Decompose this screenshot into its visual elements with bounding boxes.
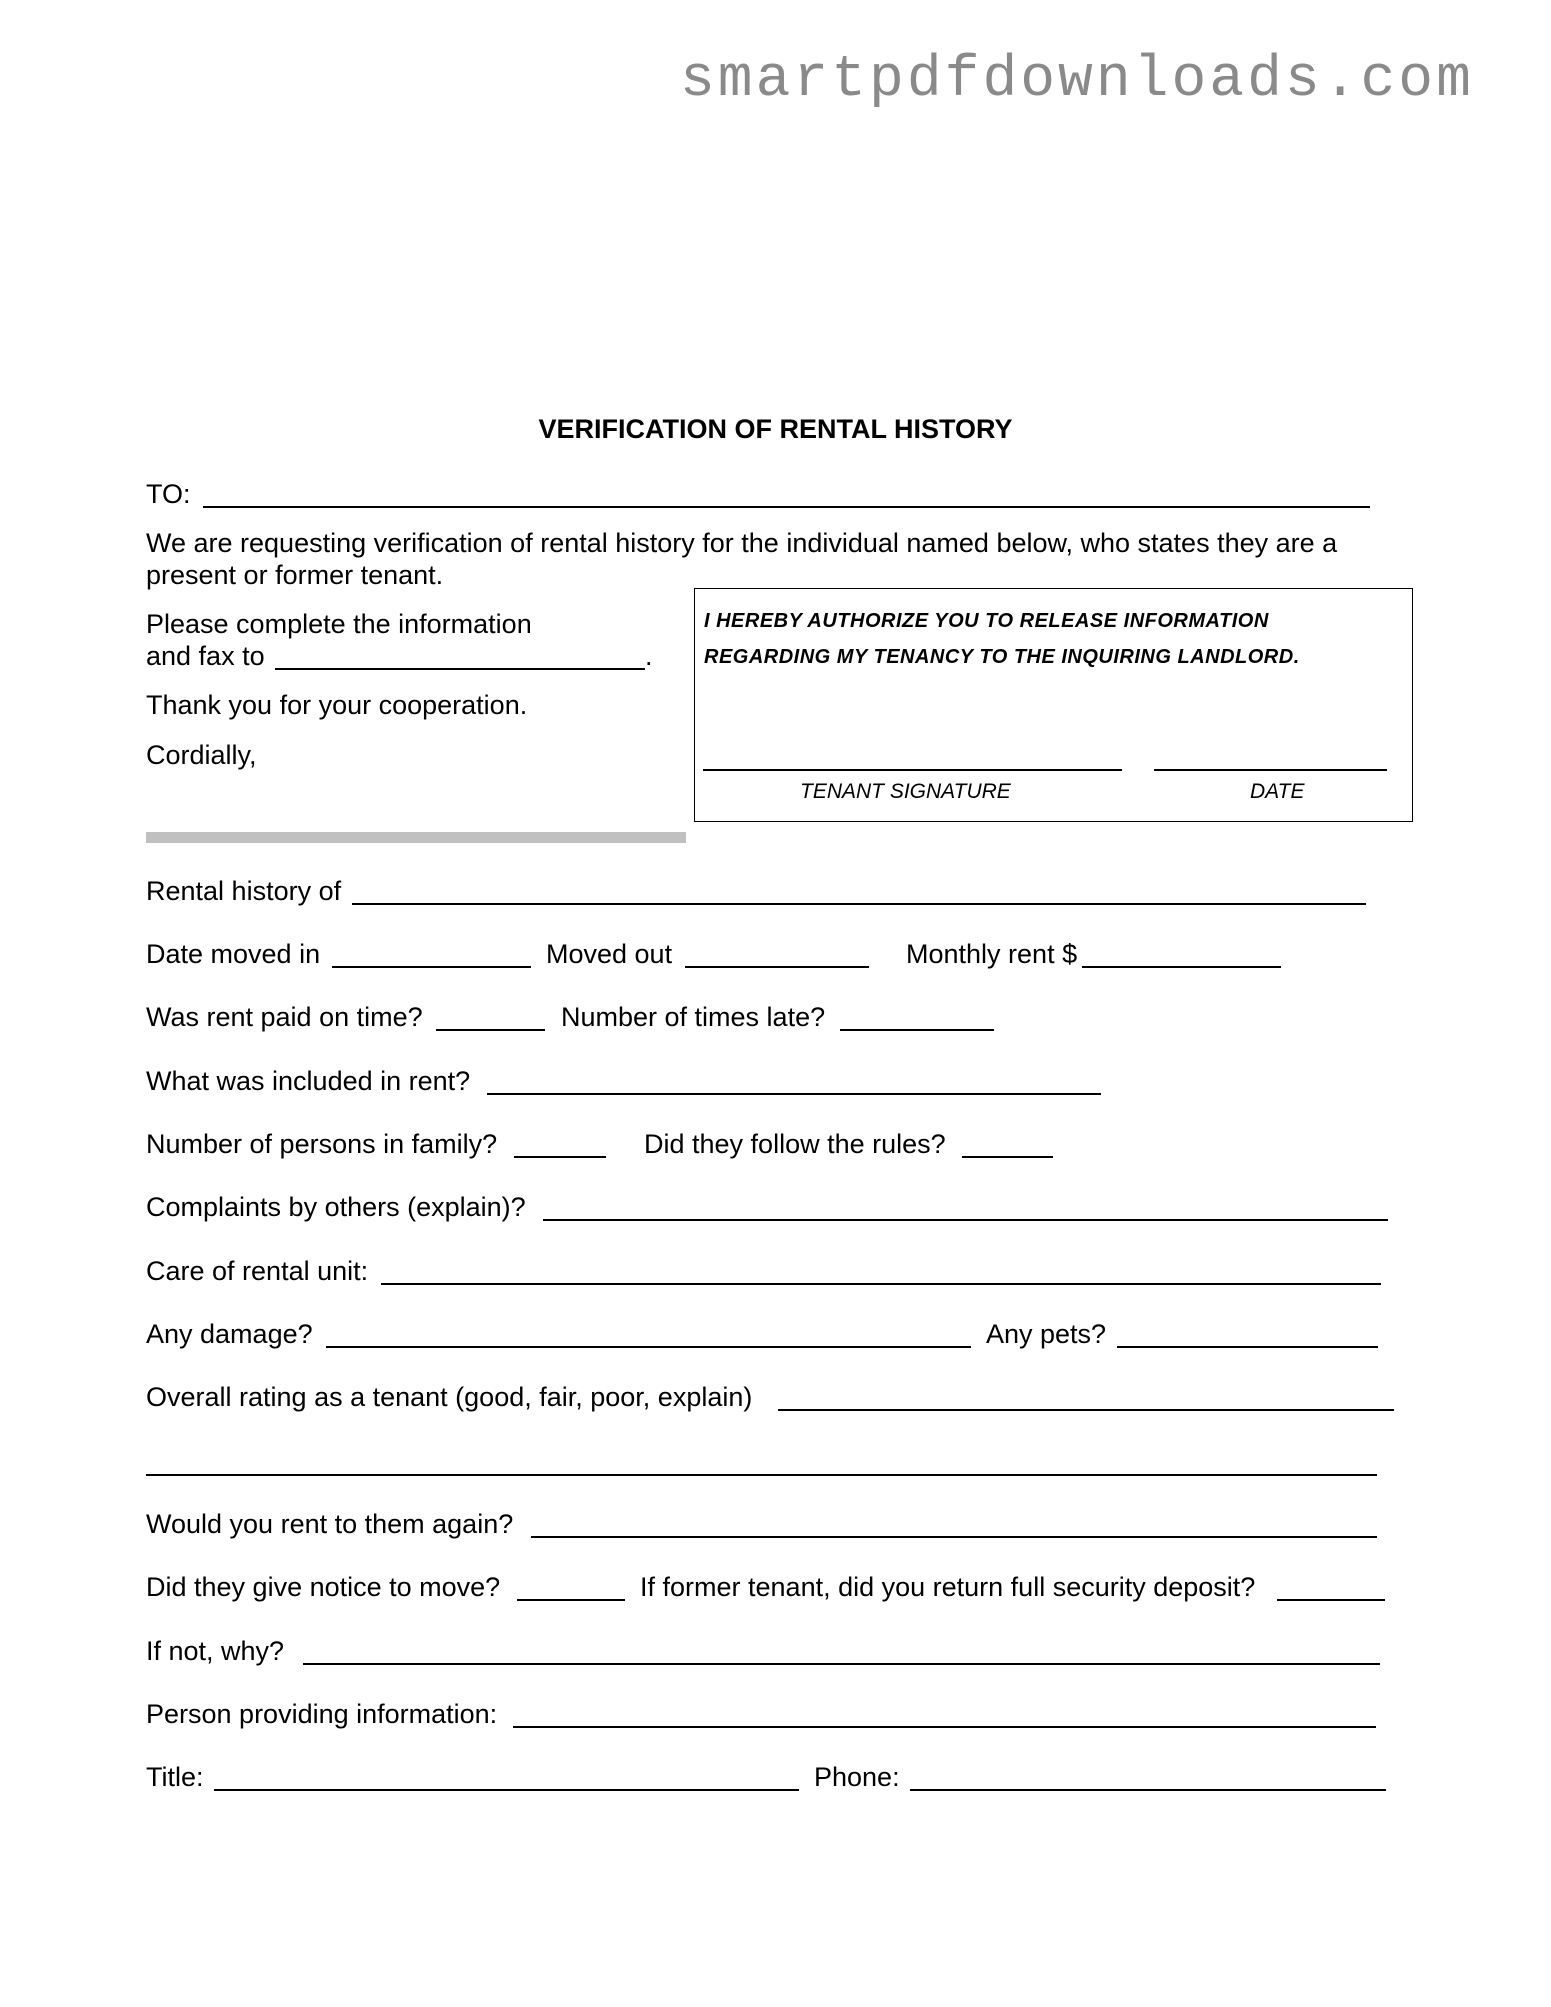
authorization-line-1: I HEREBY AUTHORIZE YOU TO RELEASE INFORMATION xyxy=(704,610,1269,632)
if-not-why-field[interactable] xyxy=(303,1663,1380,1665)
care-of-unit-label: Care of rental unit: xyxy=(146,1256,369,1286)
thanks-text: Thank you for your cooperation. xyxy=(146,690,528,720)
times-late-label: Number of times late? xyxy=(561,1002,826,1032)
date-moved-in-label: Date moved in xyxy=(146,939,321,969)
section-divider xyxy=(146,832,686,843)
authorization-line-2: REGARDING MY TENANCY TO THE INQUIRING LANDLORD. xyxy=(704,646,1300,668)
included-in-rent-field[interactable] xyxy=(487,1093,1101,1095)
monthly-rent-field[interactable] xyxy=(1082,966,1281,968)
moved-out-label: Moved out xyxy=(546,939,673,969)
give-notice-field[interactable] xyxy=(517,1599,625,1601)
intro-line-1: We are requesting verification of rental history for the individual named below, who states they are a xyxy=(146,528,1338,558)
date-caption: DATE xyxy=(1250,780,1305,803)
rental-history-of-label: Rental history of xyxy=(146,876,342,906)
any-damage-label: Any damage? xyxy=(146,1319,313,1349)
monthly-rent-label: Monthly rent $ xyxy=(906,939,1078,969)
rent-on-time-field[interactable] xyxy=(436,1029,545,1031)
fax-period: . xyxy=(645,641,653,671)
person-providing-field[interactable] xyxy=(513,1726,1376,1728)
complaints-label: Complaints by others (explain)? xyxy=(146,1192,526,1222)
fax-to-label: and fax to xyxy=(146,641,265,671)
moved-out-field[interactable] xyxy=(685,966,869,968)
signature-date-field[interactable] xyxy=(1154,769,1387,771)
authorization-text xyxy=(704,603,1300,675)
overall-rating-label: Overall rating as a tenant (good, fair, poor, explain) xyxy=(146,1382,753,1412)
closing-text: Cordially, xyxy=(146,740,257,770)
complaints-field[interactable] xyxy=(543,1219,1388,1221)
to-label: TO: xyxy=(146,479,191,509)
fax-number-field[interactable] xyxy=(275,668,645,670)
to-field[interactable] xyxy=(203,506,1370,508)
tenant-signature-caption: TENANT SIGNATURE xyxy=(800,780,1011,803)
included-in-rent-label: What was included in rent? xyxy=(146,1066,471,1096)
tenant-signature-field[interactable] xyxy=(703,769,1122,771)
if-not-why-label: If not, why? xyxy=(146,1636,285,1666)
security-deposit-label: If former tenant, did you return full security deposit? xyxy=(640,1572,1256,1602)
phone-label: Phone: xyxy=(814,1762,900,1792)
form-title: VERIFICATION OF RENTAL HISTORY xyxy=(538,414,1013,444)
overall-rating-field-continued[interactable] xyxy=(146,1474,1377,1476)
date-moved-in-field[interactable] xyxy=(332,966,531,968)
security-deposit-field[interactable] xyxy=(1277,1599,1385,1601)
care-of-unit-field[interactable] xyxy=(381,1283,1381,1285)
rent-again-field[interactable] xyxy=(531,1536,1377,1538)
any-pets-field[interactable] xyxy=(1117,1346,1378,1348)
follow-rules-label: Did they follow the rules? xyxy=(644,1129,946,1159)
phone-field[interactable] xyxy=(910,1789,1386,1791)
give-notice-label: Did they give notice to move? xyxy=(146,1572,501,1602)
rent-again-label: Would you rent to them again? xyxy=(146,1509,514,1539)
intro-line-2: present or former tenant. xyxy=(146,560,444,590)
any-damage-field[interactable] xyxy=(326,1346,971,1348)
title-field[interactable] xyxy=(214,1789,799,1791)
person-providing-label: Person providing information: xyxy=(146,1699,498,1729)
title-label: Title: xyxy=(146,1762,204,1792)
follow-rules-field[interactable] xyxy=(962,1156,1053,1158)
rental-history-of-field[interactable] xyxy=(352,903,1366,905)
persons-in-family-label: Number of persons in family? xyxy=(146,1129,498,1159)
rent-on-time-label: Was rent paid on time? xyxy=(146,1002,423,1032)
times-late-field[interactable] xyxy=(840,1029,994,1031)
any-pets-label: Any pets? xyxy=(986,1319,1107,1349)
persons-in-family-field[interactable] xyxy=(514,1156,606,1158)
watermark: smartpdfdownloads.com xyxy=(680,48,1474,113)
overall-rating-field[interactable] xyxy=(778,1409,1394,1411)
please-complete-line: Please complete the information xyxy=(146,609,532,639)
